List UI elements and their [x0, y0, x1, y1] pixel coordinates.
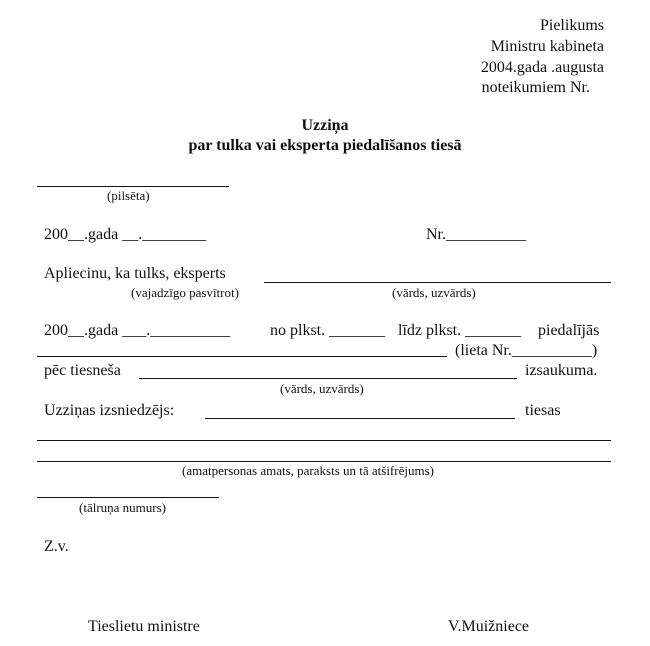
header-line-3: 2004.gada .augusta [480, 59, 604, 76]
judge-field-line [139, 378, 517, 379]
phone-field-line [37, 497, 219, 498]
to-time: līdz plkst. _______ [398, 322, 522, 339]
issuer-label: Uzziņas izsniedzējs: [44, 402, 175, 419]
court-text: tiesas [525, 402, 561, 419]
minister-title: Tieslietu ministre [88, 618, 200, 635]
summons-text: izsaukuma. [525, 362, 598, 379]
name-field-line [264, 282, 611, 283]
case-number: (lieta Nr.__________) [455, 342, 598, 359]
phone-caption: (tālruņa numurs) [79, 500, 167, 515]
judge-label: pēc tiesneša [44, 362, 121, 379]
document-subtitle: par tulka vai eksperta piedalīšanos tiesā [188, 137, 462, 154]
judge-caption: (vārds, uzvārds) [280, 381, 364, 396]
official-line-1 [37, 440, 611, 441]
certify-caption: (vajadzīgo pasvītrot) [131, 285, 239, 300]
document-title: Uzziņa [301, 117, 349, 134]
city-field-line [37, 186, 229, 187]
official-line-2 [37, 461, 611, 462]
official-caption: (amatpersonas amats, paraksts un tā atšifrējums) [182, 463, 434, 478]
city-caption: (pilsēta) [107, 188, 150, 203]
seal-mark: Z.v. [44, 538, 69, 555]
minister-name: V.Muižniece [448, 618, 530, 635]
number-line: Nr.__________ [426, 226, 526, 243]
from-time: no plkst. _______ [270, 322, 386, 339]
session-extra-line [37, 356, 447, 357]
participated-text: piedalījās [538, 322, 600, 339]
header-line-4: noteikumiem Nr. [481, 79, 590, 96]
name-caption: (vārds, uzvārds) [392, 285, 476, 300]
certify-text: Apliecinu, ka tulks, eksperts [44, 265, 226, 282]
header-line-1: Pielikums [539, 17, 604, 34]
date-line: 200__.gada __.________ [44, 226, 207, 243]
issuer-field-line [205, 418, 515, 419]
header-line-2: Ministru kabineta [490, 38, 604, 55]
session-date: 200__.gada ___.__________ [44, 322, 231, 339]
